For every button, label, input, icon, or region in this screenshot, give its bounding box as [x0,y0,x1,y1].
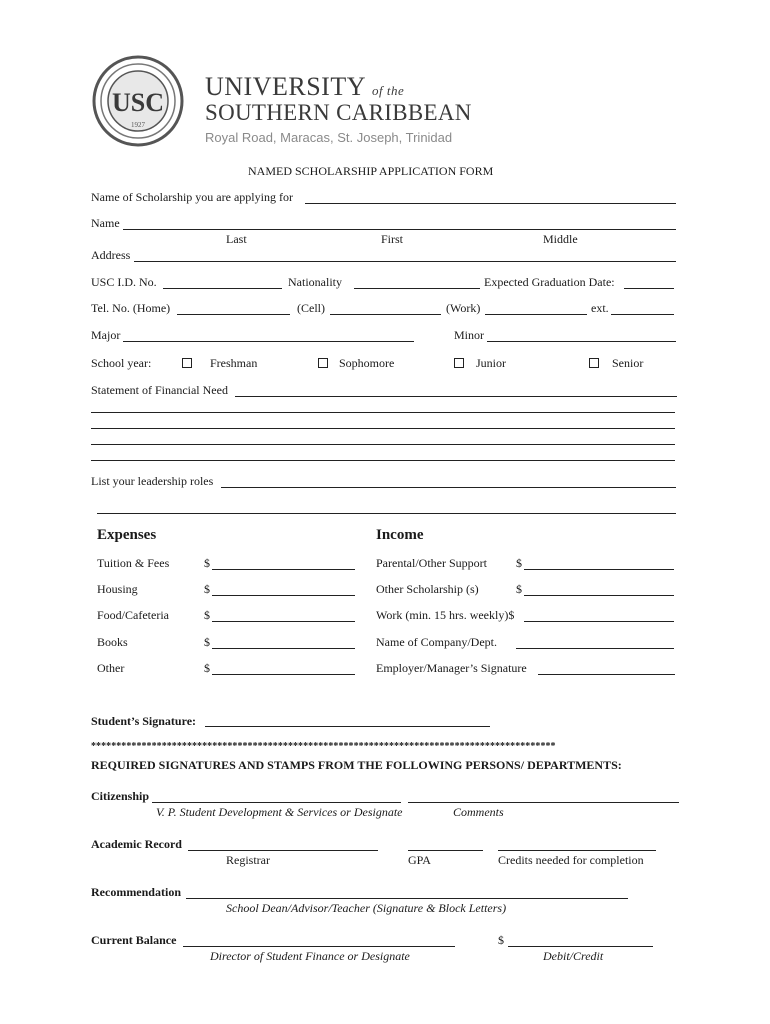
student-signature-line[interactable] [205,726,490,727]
expense-other-label: Other [97,661,125,675]
seal-letters: USC [111,88,165,117]
student-signature-label: Student’s Signature: [91,714,197,728]
nationality-label: Nationality [288,275,342,289]
name-label: Name [91,216,120,230]
freshman-checkbox[interactable] [182,358,192,368]
university-name-line2: SOUTHERN CARIBBEAN [205,100,472,125]
leadership-line-1[interactable] [221,487,676,488]
asterisk-divider: ******************************************************************************************** [91,741,556,752]
junior-checkbox[interactable] [454,358,464,368]
university-address: Royal Road, Maracas, St. Joseph, Trinidad [205,130,453,145]
leadership-label: List your leadership roles [91,474,214,488]
gpa-line[interactable] [408,850,483,851]
comments-line[interactable] [408,802,679,803]
major-line[interactable] [123,341,414,342]
income-scholarship-dollar: $ [516,582,522,596]
senior-label: Senior [612,356,644,370]
registrar-label: Registrar [226,853,270,867]
address-label: Address [91,248,131,262]
income-employer-signature-line[interactable] [538,674,675,675]
usc-id-label: USC I.D. No. [91,275,157,289]
ext-label: ext. [591,301,609,315]
income-company-label: Name of Company/Dept. [376,635,497,649]
financial-need-line-1[interactable] [235,396,677,397]
financial-need-line-4[interactable] [91,444,675,445]
income-company-line[interactable] [516,648,674,649]
citizenship-line[interactable] [152,802,401,803]
sophomore-label: Sophomore [339,356,395,370]
minor-label: Minor [454,328,484,342]
graduation-date-label: Expected Graduation Date: [484,275,615,289]
expense-other-line[interactable] [212,674,355,675]
current-balance-label: Current Balance [91,933,177,947]
income-parental-dollar: $ [516,556,522,570]
balance-amount-line[interactable] [508,946,653,947]
income-work-label: Work (min. 15 hrs. weekly)$ [376,608,515,622]
tel-home-label: Tel. No. (Home) [91,301,171,315]
financial-need-line-2[interactable] [91,412,675,413]
expense-tuition-dollar: $ [204,556,210,570]
university-seal [92,55,184,147]
expense-housing-label: Housing [97,582,138,596]
cell-line[interactable] [330,314,441,315]
junior-label: Junior [476,356,506,370]
academic-record-line[interactable] [188,850,378,851]
minor-line[interactable] [487,341,676,342]
of-the-word: of the [372,83,405,98]
nationality-line[interactable] [354,288,480,289]
school-year-label: School year: [91,356,152,370]
expense-food-label: Food/Cafeteria [97,608,169,622]
expense-books-dollar: $ [204,635,210,649]
leadership-line-2[interactable] [97,513,676,514]
comments-label: Comments [453,805,504,819]
gpa-label: GPA [408,853,431,867]
work-phone-label: (Work) [446,301,481,315]
expense-tuition-label: Tuition & Fees [97,556,170,570]
expense-books-line[interactable] [212,648,355,649]
income-scholarship-line[interactable] [524,595,674,596]
citizenship-label: Citizenship [91,789,150,803]
recommendation-label: Recommendation [91,885,181,899]
ext-line[interactable] [611,314,674,315]
director-label: Director of Student Finance or Designate [210,949,410,963]
name-line[interactable] [123,229,676,230]
academic-record-label: Academic Record [91,837,182,851]
expenses-heading: Expenses [97,527,157,543]
graduation-date-line[interactable] [624,288,674,289]
credits-line[interactable] [498,850,656,851]
expense-other-dollar: $ [204,661,210,675]
work-phone-line[interactable] [485,314,587,315]
current-balance-line[interactable] [183,946,455,947]
address-line[interactable] [134,261,676,262]
scholarship-name-line[interactable] [305,203,676,204]
expense-food-line[interactable] [212,621,355,622]
major-label: Major [91,328,121,342]
sophomore-checkbox[interactable] [318,358,328,368]
university-name-line1 [205,72,404,102]
senior-checkbox[interactable] [589,358,599,368]
income-employer-signature-label: Employer/Manager’s Signature [376,661,527,675]
recommendation-line[interactable] [186,898,628,899]
income-work-line[interactable] [524,621,674,622]
expense-tuition-line[interactable] [212,569,355,570]
seal-year: 1927 [131,121,145,129]
financial-need-line-5[interactable] [91,460,675,461]
expense-books-label: Books [97,635,128,649]
income-heading: Income [376,527,424,543]
dean-advisor-label: School Dean/Advisor/Teacher (Signature & Block Letters) [226,901,507,915]
required-signatures-heading: REQUIRED SIGNATURES AND STAMPS FROM THE FOLLOWING PERSONS/ DEPARTMENTS: [91,758,622,772]
form-title: NAMED SCHOLARSHIP APPLICATION FORM [248,164,494,178]
scholarship-name-label: Name of Scholarship you are applying for [91,190,293,204]
cell-label: (Cell) [297,301,325,315]
debit-credit-label: Debit/Credit [543,949,604,963]
income-parental-label: Parental/Other Support [376,556,487,570]
tel-home-line[interactable] [177,314,290,315]
expense-housing-dollar: $ [204,582,210,596]
middle-label: Middle [543,232,578,246]
balance-dollar: $ [498,933,504,947]
financial-need-line-3[interactable] [91,428,675,429]
vp-designate-label: V. P. Student Development & Services or Designate [156,805,403,819]
expense-food-dollar: $ [204,608,210,622]
financial-need-label: Statement of Financial Need [91,383,228,397]
university-word: UNIVERSITY [205,72,366,101]
credits-label: Credits needed for completion [498,853,644,867]
expense-housing-line[interactable] [212,595,355,596]
last-label: Last [226,232,247,246]
first-label: First [381,232,404,246]
income-scholarship-label: Other Scholarship (s) [376,582,479,596]
freshman-label: Freshman [210,356,258,370]
income-parental-line[interactable] [524,569,674,570]
usc-id-line[interactable] [163,288,282,289]
